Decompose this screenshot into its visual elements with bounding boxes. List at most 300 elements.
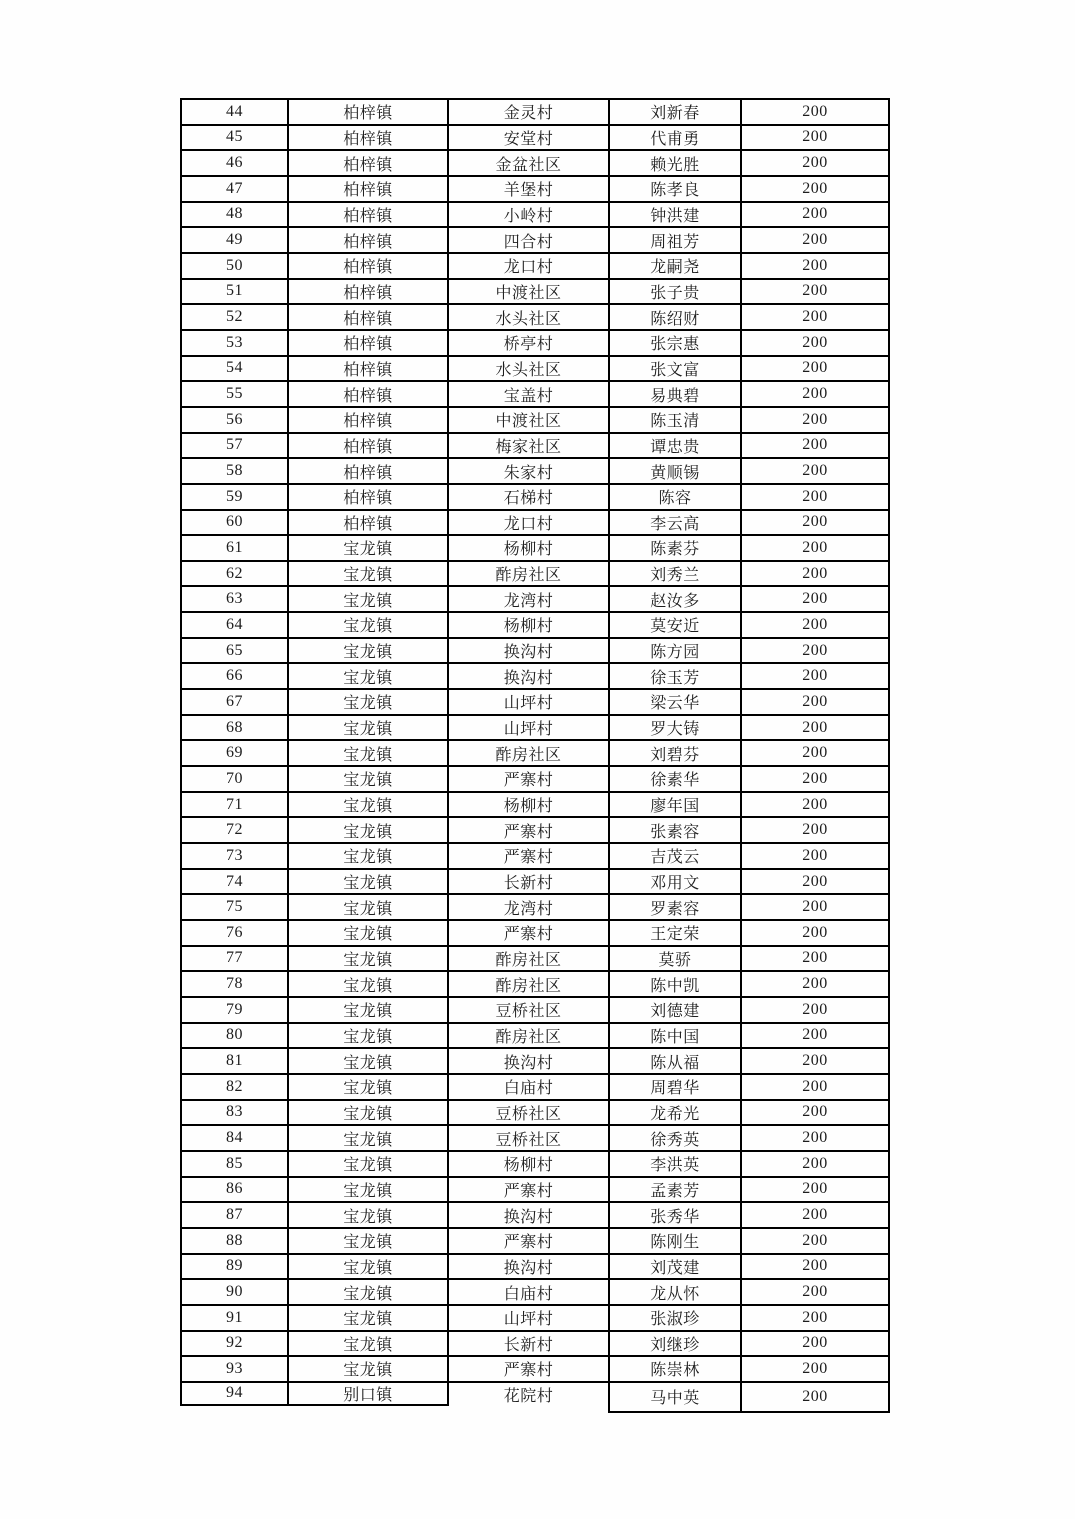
table-row <box>182 228 888 254</box>
table-row <box>182 305 888 331</box>
amount-cell: 200 <box>802 923 828 941</box>
name-cell: 周祖芳 <box>610 228 742 252</box>
table-row <box>182 1280 888 1306</box>
village-cell: 豆桥社区 <box>449 998 610 1022</box>
name-cell: 刘德建 <box>610 998 742 1022</box>
name-cell: 代甫勇 <box>610 126 742 150</box>
village-cell: 龙湾村 <box>449 895 610 919</box>
table-row <box>182 1229 888 1255</box>
town-cell: 柏梓镇 <box>289 203 449 227</box>
name-cell: 陈绍财 <box>610 305 742 329</box>
serial-cell: 53 <box>182 331 289 355</box>
amount-cell: 200 <box>802 1308 828 1326</box>
name-cell: 易典碧 <box>610 382 742 406</box>
village-cell: 换沟村 <box>449 664 610 688</box>
town-cell: 宝龙镇 <box>289 1332 449 1356</box>
amount-cell: 200 <box>802 1257 828 1275</box>
amount-cell: 200 <box>802 898 828 916</box>
town-cell: 宝龙镇 <box>289 1126 449 1150</box>
town-cell: 宝龙镇 <box>289 1101 449 1125</box>
amount-cell: 200 <box>802 590 828 608</box>
town-cell: 柏梓镇 <box>289 408 449 432</box>
name-cell: 莫安近 <box>610 613 742 637</box>
name-cell: 张淑珍 <box>610 1306 742 1330</box>
town-cell: 宝龙镇 <box>289 793 449 817</box>
amount-cell: 200 <box>802 769 828 787</box>
town-cell: 宝龙镇 <box>289 536 449 560</box>
amount-cell: 200 <box>802 256 828 274</box>
village-cell: 羊堡村 <box>449 177 610 201</box>
village-cell: 石梯村 <box>449 485 610 509</box>
serial-cell: 92 <box>182 1332 289 1356</box>
table-row <box>182 511 888 537</box>
serial-cell: 52 <box>182 305 289 329</box>
name-cell: 陈容 <box>610 485 742 509</box>
table-row <box>182 408 888 434</box>
amount-cell: 200 <box>802 564 828 582</box>
name-cell: 周碧华 <box>610 1075 742 1099</box>
amount-cell: 200 <box>802 1000 828 1018</box>
town-cell: 宝龙镇 <box>289 947 449 971</box>
town-cell: 柏梓镇 <box>289 434 449 458</box>
town-cell: 宝龙镇 <box>289 1024 449 1048</box>
serial-cell: 87 <box>182 1203 289 1227</box>
amount-cell: 200 <box>802 385 828 403</box>
name-cell: 邓用文 <box>610 870 742 894</box>
town-cell: 柏梓镇 <box>289 511 449 535</box>
town-cell: 宝龙镇 <box>289 613 449 637</box>
village-cell: 小岭村 <box>449 203 610 227</box>
town-cell: 宝龙镇 <box>289 664 449 688</box>
amount-cell: 200 <box>802 872 828 890</box>
name-cell: 王定荣 <box>610 921 742 945</box>
table-row <box>182 177 888 203</box>
village-cell: 梅家社区 <box>449 434 610 458</box>
village-cell: 严寨村 <box>449 844 610 868</box>
amount-cell: 200 <box>802 1026 828 1044</box>
town-cell: 宝龙镇 <box>289 1152 449 1176</box>
serial-cell: 70 <box>182 767 289 791</box>
table-row <box>182 382 888 408</box>
table-row <box>182 767 888 793</box>
town-cell: 别口镇 <box>289 1383 449 1406</box>
town-cell: 宝龙镇 <box>289 1203 449 1227</box>
name-cell: 梁云华 <box>610 690 742 714</box>
serial-cell: 51 <box>182 280 289 304</box>
village-cell: 长新村 <box>449 870 610 894</box>
village-cell: 龙口村 <box>449 254 610 278</box>
name-cell: 张文富 <box>610 357 742 381</box>
serial-cell: 64 <box>182 613 289 637</box>
table-row <box>182 126 888 152</box>
village-cell: 酢房社区 <box>449 947 610 971</box>
town-cell: 柏梓镇 <box>289 485 449 509</box>
town-cell: 柏梓镇 <box>289 126 449 150</box>
amount-cell: 200 <box>802 1359 828 1377</box>
amount-cell: 200 <box>802 538 828 556</box>
town-cell: 宝龙镇 <box>289 921 449 945</box>
name-cell: 马中英 <box>608 1383 742 1413</box>
name-cell: 徐素华 <box>610 767 742 791</box>
village-cell: 白庙村 <box>449 1280 610 1304</box>
amount-cell: 200 <box>802 821 828 839</box>
village-cell: 山坪村 <box>449 1306 610 1330</box>
serial-cell: 49 <box>182 228 289 252</box>
serial-cell: 62 <box>182 562 289 586</box>
serial-cell: 68 <box>182 716 289 740</box>
village-cell: 水头社区 <box>449 357 610 381</box>
serial-cell: 91 <box>182 1306 289 1330</box>
table-row <box>182 254 888 280</box>
amount-cell: 200 <box>802 846 828 864</box>
name-cell: 张秀华 <box>610 1203 742 1227</box>
town-cell: 柏梓镇 <box>289 331 449 355</box>
amount-cell: 200 <box>802 436 828 454</box>
name-cell: 钟洪建 <box>610 203 742 227</box>
name-cell: 黄顺锡 <box>610 459 742 483</box>
amount-cell: 200 <box>802 1052 828 1070</box>
table-row <box>182 818 888 844</box>
amount-cell: 200 <box>802 333 828 351</box>
town-cell: 宝龙镇 <box>289 895 449 919</box>
town-cell: 柏梓镇 <box>289 357 449 381</box>
table-row <box>182 793 888 819</box>
town-cell: 柏梓镇 <box>289 382 449 406</box>
town-cell: 柏梓镇 <box>289 151 449 175</box>
serial-cell: 72 <box>182 818 289 842</box>
town-cell: 宝龙镇 <box>289 1255 449 1279</box>
table-row <box>182 895 888 921</box>
serial-cell: 77 <box>182 947 289 971</box>
table-row <box>182 947 888 973</box>
amount-cell: 200 <box>802 282 828 300</box>
table-row-clipped <box>180 1383 890 1413</box>
village-cell: 换沟村 <box>449 1049 610 1073</box>
table-row <box>182 664 888 690</box>
serial-cell: 90 <box>182 1280 289 1304</box>
village-cell: 金盆社区 <box>449 151 610 175</box>
village-cell: 换沟村 <box>449 639 610 663</box>
village-cell: 杨柳村 <box>449 613 610 637</box>
village-cell: 桥亭村 <box>449 331 610 355</box>
amount-cell: 200 <box>802 667 828 685</box>
serial-cell: 65 <box>182 639 289 663</box>
town-cell: 宝龙镇 <box>289 1178 449 1202</box>
village-cell: 水头社区 <box>449 305 610 329</box>
village-cell: 中渡社区 <box>449 280 610 304</box>
village-cell: 龙口村 <box>449 511 610 535</box>
village-cell: 宝盖村 <box>449 382 610 406</box>
table-row <box>182 972 888 998</box>
name-cell: 刘继珍 <box>610 1332 742 1356</box>
serial-cell: 71 <box>182 793 289 817</box>
serial-cell: 89 <box>182 1255 289 1279</box>
serial-cell: 69 <box>182 741 289 765</box>
table-row <box>182 741 888 767</box>
amount-cell: 200 <box>742 1383 890 1413</box>
table-row <box>182 998 888 1024</box>
table-row <box>182 690 888 716</box>
name-cell: 罗素容 <box>610 895 742 919</box>
town-cell: 宝龙镇 <box>289 972 449 996</box>
village-cell: 山坪村 <box>449 690 610 714</box>
village-cell: 换沟村 <box>449 1255 610 1279</box>
amount-cell: 200 <box>802 513 828 531</box>
amount-cell: 200 <box>802 1283 828 1301</box>
serial-cell: 44 <box>182 100 289 124</box>
serial-cell: 57 <box>182 434 289 458</box>
amount-cell: 200 <box>802 1154 828 1172</box>
serial-cell: 66 <box>182 664 289 688</box>
table-row <box>182 639 888 665</box>
name-cell: 莫骄 <box>610 947 742 971</box>
amount-cell: 200 <box>802 410 828 428</box>
name-cell: 刘新春 <box>610 100 742 124</box>
name-cell: 孟素芳 <box>610 1178 742 1202</box>
amount-cell: 200 <box>802 744 828 762</box>
town-cell: 柏梓镇 <box>289 459 449 483</box>
table-row <box>182 1075 888 1101</box>
town-cell: 宝龙镇 <box>289 587 449 611</box>
village-cell: 严寨村 <box>449 1357 610 1381</box>
name-cell: 张素容 <box>610 818 742 842</box>
name-cell: 刘茂建 <box>610 1255 742 1279</box>
amount-cell: 200 <box>802 949 828 967</box>
name-cell: 张子贵 <box>610 280 742 304</box>
serial-cell: 78 <box>182 972 289 996</box>
village-cell: 中渡社区 <box>449 408 610 432</box>
serial-cell: 59 <box>182 485 289 509</box>
village-cell: 山坪村 <box>449 716 610 740</box>
village-cell: 酢房社区 <box>449 972 610 996</box>
serial-cell: 74 <box>182 870 289 894</box>
town-cell: 柏梓镇 <box>289 100 449 124</box>
serial-cell: 83 <box>182 1101 289 1125</box>
table-row <box>182 485 888 511</box>
amount-cell: 200 <box>802 487 828 505</box>
serial-cell: 63 <box>182 587 289 611</box>
name-cell: 龙嗣尧 <box>610 254 742 278</box>
village-cell: 严寨村 <box>449 767 610 791</box>
name-cell: 赖光胜 <box>610 151 742 175</box>
village-cell: 杨柳村 <box>449 536 610 560</box>
table-row <box>182 1024 888 1050</box>
name-cell: 龙希光 <box>610 1101 742 1125</box>
name-cell: 吉茂云 <box>610 844 742 868</box>
town-cell: 宝龙镇 <box>289 1357 449 1381</box>
name-cell: 陈中国 <box>610 1024 742 1048</box>
table-row <box>182 151 888 177</box>
town-cell: 宝龙镇 <box>289 1049 449 1073</box>
town-cell: 柏梓镇 <box>289 228 449 252</box>
amount-cell: 200 <box>802 615 828 633</box>
table-row <box>182 1255 888 1281</box>
village-cell: 安堂村 <box>449 126 610 150</box>
village-cell: 换沟村 <box>449 1203 610 1227</box>
name-cell: 李洪英 <box>610 1152 742 1176</box>
table-row <box>182 613 888 639</box>
serial-cell: 80 <box>182 1024 289 1048</box>
serial-cell: 73 <box>182 844 289 868</box>
table-row <box>182 1101 888 1127</box>
serial-cell: 79 <box>182 998 289 1022</box>
table-row <box>182 1178 888 1204</box>
name-cell: 陈素芬 <box>610 536 742 560</box>
village-cell: 四合村 <box>449 228 610 252</box>
town-cell: 柏梓镇 <box>289 305 449 329</box>
village-cell: 酢房社区 <box>449 741 610 765</box>
amount-cell: 200 <box>802 1129 828 1147</box>
town-cell: 宝龙镇 <box>289 690 449 714</box>
village-cell: 严寨村 <box>449 1178 610 1202</box>
town-cell: 宝龙镇 <box>289 1280 449 1304</box>
name-cell: 罗大铸 <box>610 716 742 740</box>
table-row <box>182 1152 888 1178</box>
table-row <box>182 716 888 742</box>
serial-cell: 75 <box>182 895 289 919</box>
name-cell: 张宗惠 <box>610 331 742 355</box>
serial-cell: 54 <box>182 357 289 381</box>
amount-cell: 200 <box>802 1334 828 1352</box>
town-cell: 宝龙镇 <box>289 1229 449 1253</box>
table-row <box>182 459 888 485</box>
town-cell: 宝龙镇 <box>289 767 449 791</box>
town-cell: 宝龙镇 <box>289 1306 449 1330</box>
table-row <box>182 1306 888 1332</box>
amount-cell: 200 <box>802 128 828 146</box>
amount-cell: 200 <box>802 205 828 223</box>
table-row <box>182 100 888 126</box>
town-cell: 宝龙镇 <box>289 716 449 740</box>
beneficiary-table <box>180 98 890 1413</box>
serial-cell: 47 <box>182 177 289 201</box>
table-row <box>182 921 888 947</box>
amount-cell: 200 <box>802 1231 828 1249</box>
serial-cell: 60 <box>182 511 289 535</box>
name-cell: 赵汝多 <box>610 587 742 611</box>
village-cell: 龙湾村 <box>449 587 610 611</box>
village-cell: 酢房社区 <box>449 562 610 586</box>
amount-cell: 200 <box>802 1206 828 1224</box>
name-cell: 陈中凯 <box>610 972 742 996</box>
table-row <box>182 1357 888 1383</box>
serial-cell: 93 <box>182 1357 289 1381</box>
name-cell: 李云高 <box>610 511 742 535</box>
name-cell: 廖年国 <box>610 793 742 817</box>
name-cell: 刘秀兰 <box>610 562 742 586</box>
table-row <box>182 1126 888 1152</box>
serial-cell: 61 <box>182 536 289 560</box>
table-row <box>182 870 888 896</box>
amount-cell: 200 <box>802 1077 828 1095</box>
town-cell: 宝龙镇 <box>289 639 449 663</box>
amount-cell: 200 <box>802 308 828 326</box>
town-cell: 柏梓镇 <box>289 254 449 278</box>
table-row <box>182 1049 888 1075</box>
town-cell: 宝龙镇 <box>289 818 449 842</box>
name-cell: 谭忠贵 <box>610 434 742 458</box>
serial-cell: 85 <box>182 1152 289 1176</box>
amount-cell: 200 <box>802 102 828 120</box>
serial-cell: 56 <box>182 408 289 432</box>
town-cell: 柏梓镇 <box>289 177 449 201</box>
serial-cell: 94 <box>180 1383 289 1406</box>
name-cell: 陈玉清 <box>610 408 742 432</box>
serial-cell: 81 <box>182 1049 289 1073</box>
table-row <box>182 434 888 460</box>
serial-cell: 76 <box>182 921 289 945</box>
village-cell: 严寨村 <box>449 921 610 945</box>
amount-cell: 200 <box>802 179 828 197</box>
village-cell: 杨柳村 <box>449 1152 610 1176</box>
village-cell: 长新村 <box>449 1332 610 1356</box>
amount-cell: 200 <box>802 718 828 736</box>
serial-cell: 55 <box>182 382 289 406</box>
village-cell: 酢房社区 <box>449 1024 610 1048</box>
amount-cell: 200 <box>802 359 828 377</box>
town-cell: 宝龙镇 <box>289 844 449 868</box>
amount-cell: 200 <box>802 1103 828 1121</box>
name-cell: 陈崇林 <box>610 1357 742 1381</box>
name-cell: 陈刚生 <box>610 1229 742 1253</box>
table-row <box>182 331 888 357</box>
amount-cell: 200 <box>802 975 828 993</box>
town-cell: 宝龙镇 <box>289 870 449 894</box>
serial-cell: 50 <box>182 254 289 278</box>
amount-cell: 200 <box>802 231 828 249</box>
serial-cell: 45 <box>182 126 289 150</box>
village-cell: 杨柳村 <box>449 793 610 817</box>
serial-cell: 88 <box>182 1229 289 1253</box>
village-cell: 金灵村 <box>449 100 610 124</box>
serial-cell: 58 <box>182 459 289 483</box>
amount-cell: 200 <box>802 154 828 172</box>
town-cell: 宝龙镇 <box>289 998 449 1022</box>
village-cell: 豆桥社区 <box>449 1101 610 1125</box>
name-cell: 陈孝良 <box>610 177 742 201</box>
name-cell: 陈从福 <box>610 1049 742 1073</box>
table-row <box>182 587 888 613</box>
name-cell: 徐玉芳 <box>610 664 742 688</box>
town-cell: 柏梓镇 <box>289 280 449 304</box>
amount-cell: 200 <box>802 641 828 659</box>
town-cell: 宝龙镇 <box>289 562 449 586</box>
village-cell: 朱家村 <box>449 459 610 483</box>
village-cell: 豆桥社区 <box>449 1126 610 1150</box>
village-cell: 白庙村 <box>449 1075 610 1099</box>
name-cell: 徐秀英 <box>610 1126 742 1150</box>
table-row <box>182 844 888 870</box>
serial-cell: 67 <box>182 690 289 714</box>
table-row <box>182 357 888 383</box>
serial-cell: 48 <box>182 203 289 227</box>
serial-cell: 86 <box>182 1178 289 1202</box>
table-row <box>182 203 888 229</box>
serial-cell: 82 <box>182 1075 289 1099</box>
town-cell: 宝龙镇 <box>289 741 449 765</box>
table-row <box>182 536 888 562</box>
serial-cell: 84 <box>182 1126 289 1150</box>
table-row <box>182 562 888 588</box>
name-cell: 陈方园 <box>610 639 742 663</box>
amount-cell: 200 <box>802 462 828 480</box>
village-cell: 花院村 <box>503 1387 554 1405</box>
amount-cell: 200 <box>802 692 828 710</box>
table-body <box>180 98 890 1383</box>
serial-cell: 46 <box>182 151 289 175</box>
table-row <box>182 1203 888 1229</box>
village-cell: 严寨村 <box>449 818 610 842</box>
